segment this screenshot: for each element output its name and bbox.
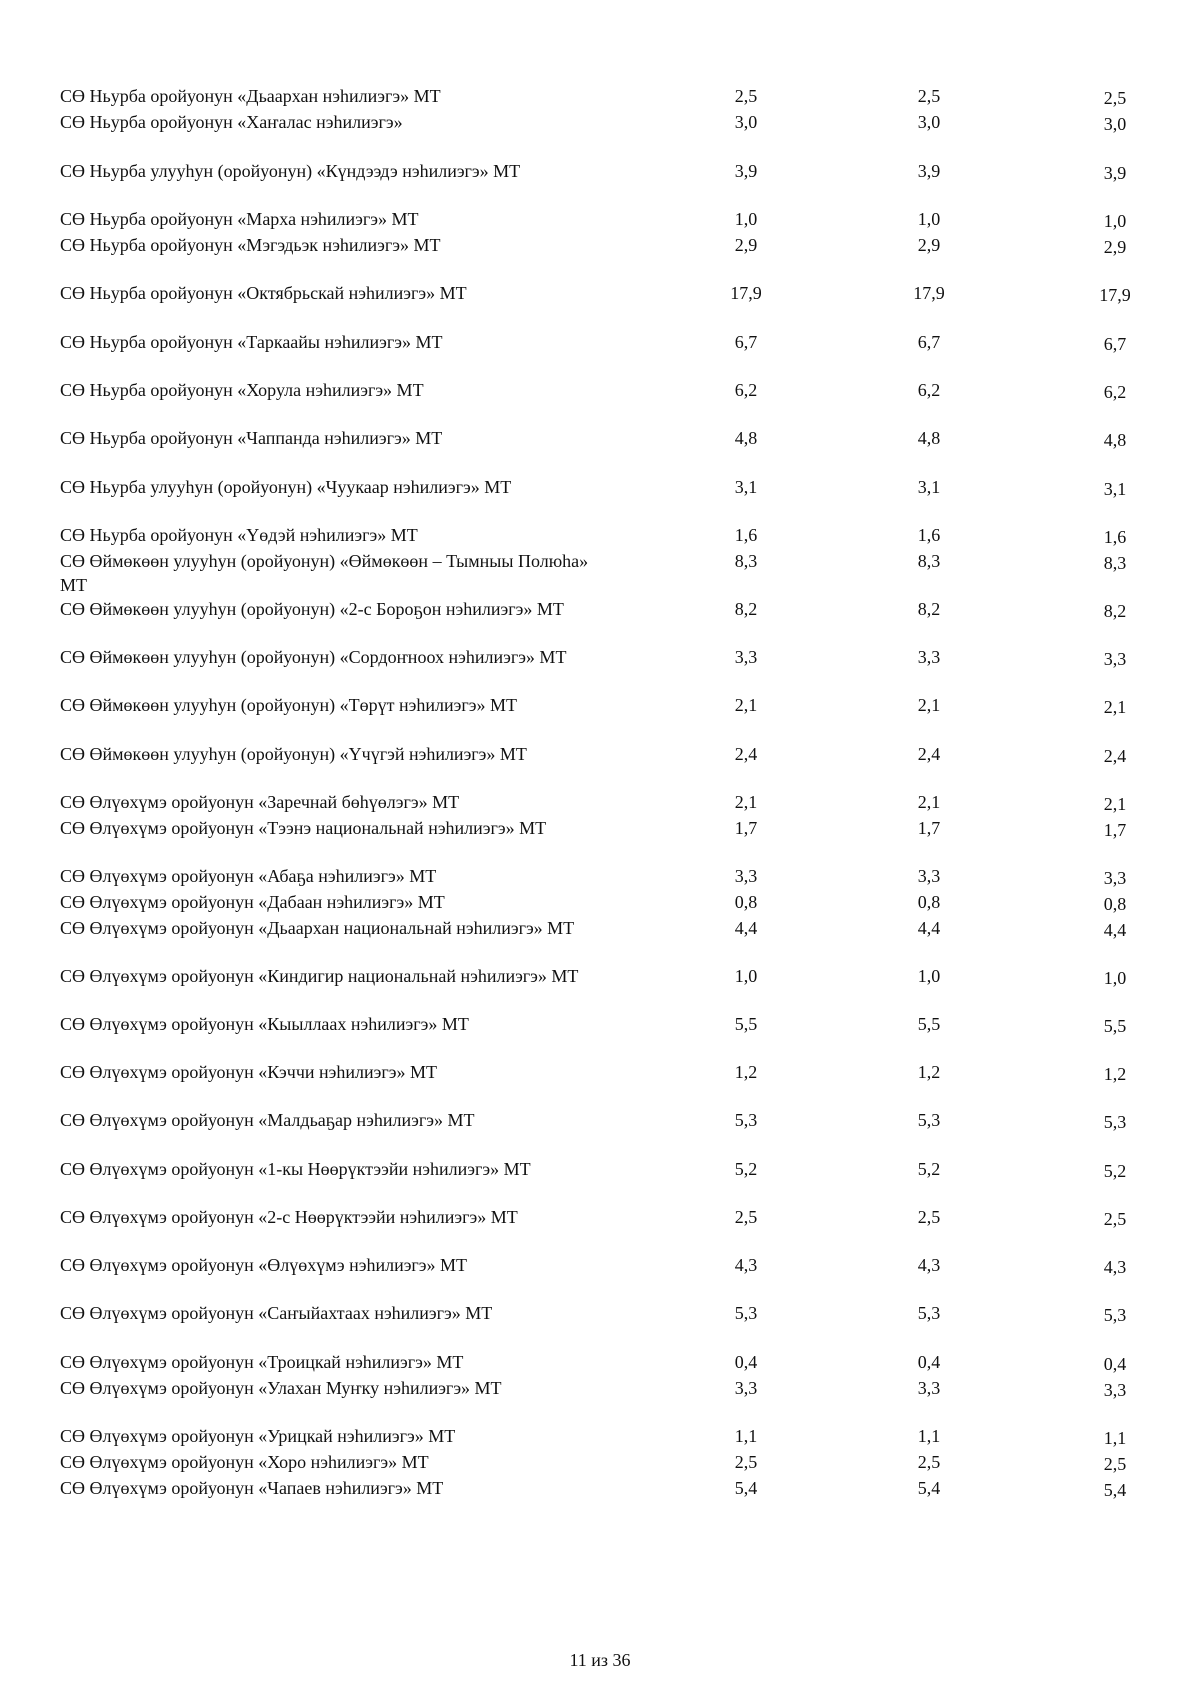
row-value-v3: 3,9 — [1103, 163, 1127, 183]
row-value-v1: 5,3 — [734, 1110, 758, 1130]
row-value-v2: 2,5 — [917, 1452, 941, 1472]
row-value-v2: 5,3 — [917, 1303, 941, 1323]
row-name: СӨ Өймөкөөн улууһун (оройуонун) «Сордоҥноох нэһилиэгэ» МТ — [60, 647, 567, 667]
row-value-v3: 2,1 — [1103, 794, 1127, 814]
row-value-v2: 1,1 — [917, 1426, 941, 1446]
row-name: СӨ Өлүөхүмэ оройуонун «Урицкай нэһилиэгэ» МТ — [60, 1426, 456, 1446]
row-value-v2: 1,0 — [917, 209, 941, 229]
row-name: СӨ Өймөкөөн улууһун (оройуонун) «Өймөкөөн – Тымныы Полюһа» МТ — [60, 551, 589, 595]
row-value-v3: 4,8 — [1103, 430, 1127, 450]
row-value-v3: 1,2 — [1103, 1064, 1127, 1084]
row-value-v1: 4,3 — [734, 1255, 758, 1275]
page-number: 11 из 36 — [569, 1650, 631, 1670]
row-value-v2: 3,3 — [917, 866, 941, 886]
row-value-v2: 3,0 — [917, 112, 941, 132]
row-value-v3: 3,3 — [1103, 1380, 1127, 1400]
row-value-v3: 1,0 — [1103, 968, 1127, 988]
row-value-v2: 4,4 — [917, 918, 941, 938]
row-name: СӨ Өймөкөөн улууһун (оройуонун) «2-с Бороҕон нэһилиэгэ» МТ — [60, 599, 564, 619]
row-value-v2: 5,3 — [917, 1110, 941, 1130]
row-value-v3: 2,1 — [1103, 697, 1127, 717]
row-value-v3: 2,5 — [1103, 1209, 1127, 1229]
row-value-v2: 3,9 — [917, 161, 941, 181]
row-value-v1: 5,5 — [734, 1014, 758, 1034]
row-value-v3: 3,0 — [1103, 114, 1127, 134]
row-value-v2: 2,1 — [917, 792, 941, 812]
row-value-v2: 3,3 — [917, 647, 941, 667]
row-value-v3: 8,3 — [1103, 553, 1127, 573]
row-value-v2: 2,9 — [917, 235, 941, 255]
row-value-v2: 1,7 — [917, 818, 941, 838]
row-value-v1: 4,4 — [734, 918, 758, 938]
row-value-v1: 6,7 — [734, 332, 758, 352]
row-value-v2: 2,5 — [917, 86, 941, 106]
row-value-v3: 5,3 — [1103, 1112, 1127, 1132]
row-value-v1: 3,3 — [734, 1378, 758, 1398]
row-value-v1: 0,4 — [734, 1352, 758, 1372]
row-name: СӨ Өлүөхүмэ оройуонун «Троицкай нэһилиэгэ» МТ — [60, 1352, 464, 1372]
row-name: СӨ Өлүөхүмэ оройуонун «Малдьаҕар нэһилиэгэ» МТ — [60, 1110, 475, 1130]
row-name: СӨ Өлүөхүмэ оройуонун «Чапаев нэһилиэгэ» МТ — [60, 1478, 444, 1498]
row-name: СӨ Өлүөхүмэ оройуонун «2-с Нөөрүктээйи нэһилиэгэ» МТ — [60, 1207, 518, 1227]
row-value-v3: 5,5 — [1103, 1016, 1127, 1036]
row-value-v2: 0,4 — [917, 1352, 941, 1372]
row-name: СӨ Өлүөхүмэ оройуонун «Дьаархан национальнай нэһилиэгэ» МТ — [60, 918, 575, 938]
row-value-v1: 6,2 — [734, 380, 758, 400]
row-value-v2: 0,8 — [917, 892, 941, 912]
row-value-v1: 8,3 — [734, 551, 758, 571]
row-value-v2: 17,9 — [913, 283, 945, 303]
row-value-v1: 2,1 — [734, 792, 758, 812]
row-name: СӨ Өлүөхүмэ оройуонун «1-кы Нөөрүктээйи нэһилиэгэ» МТ — [60, 1159, 531, 1179]
row-value-v1: 2,5 — [734, 1207, 758, 1227]
row-value-v1: 2,1 — [734, 695, 758, 715]
row-value-v1: 1,1 — [734, 1426, 758, 1446]
row-value-v2: 5,5 — [917, 1014, 941, 1034]
row-name: СӨ Ньурба улууһун (оройуонун) «Чуукаар нэһилиэгэ» МТ — [60, 477, 512, 497]
row-name: СӨ Өлүөхүмэ оройуонун «Абаҕа нэһилиэгэ» МТ — [60, 866, 437, 886]
row-value-v2: 2,5 — [917, 1207, 941, 1227]
row-value-v2: 8,3 — [917, 551, 941, 571]
row-value-v3: 2,9 — [1103, 237, 1127, 257]
row-name: СӨ Ньурба оройуонун «Хаҥалас нэһилиэгэ» — [60, 112, 403, 132]
row-name: СӨ Өлүөхүмэ оройуонун «Дабаан нэһилиэгэ» МТ — [60, 892, 445, 912]
row-name: СӨ Ньурба оройуонун «Октябрьскай нэһилиэгэ» МТ — [60, 283, 467, 303]
row-name: СӨ Ньурба оройуонун «Хорула нэһилиэгэ» МТ — [60, 380, 424, 400]
row-value-v1: 1,0 — [734, 966, 758, 986]
row-value-v3: 4,4 — [1103, 920, 1127, 940]
row-value-v2: 1,6 — [917, 525, 941, 545]
row-value-v2: 6,2 — [917, 380, 941, 400]
row-value-v1: 2,5 — [734, 86, 758, 106]
row-value-v3: 2,5 — [1103, 1454, 1127, 1474]
row-value-v1: 4,8 — [734, 428, 758, 448]
row-value-v1: 17,9 — [730, 283, 762, 303]
row-value-v2: 5,4 — [917, 1478, 941, 1498]
row-value-v1: 2,5 — [734, 1452, 758, 1472]
row-name: СӨ Өлүөхүмэ оройуонун «Улахан Муҥку нэһилиэгэ» МТ — [60, 1378, 502, 1398]
row-value-v3: 1,6 — [1103, 527, 1127, 547]
row-value-v2: 1,2 — [917, 1062, 941, 1082]
row-value-v3: 6,2 — [1103, 382, 1127, 402]
row-name: СӨ Өлүөхүмэ оройуонун «Кэччи нэһилиэгэ» МТ — [60, 1062, 437, 1082]
row-name: СӨ Ньурба оройуонун «Үөдэй нэһилиэгэ» МТ — [60, 525, 418, 545]
row-value-v1: 2,9 — [734, 235, 758, 255]
row-name: СӨ Өлүөхүмэ оройуонун «Киндигир национальнай нэһилиэгэ» МТ — [60, 966, 579, 986]
row-value-v3: 5,4 — [1103, 1480, 1127, 1500]
row-name: СӨ Ньурба оройуонун «Дьаархан нэһилиэгэ» МТ — [60, 86, 441, 106]
row-value-v1: 3,3 — [734, 866, 758, 886]
row-name: СӨ Ньурба улууһун (оройуонун) «Күндээдэ нэһилиэгэ» МТ — [60, 161, 521, 181]
row-value-v2: 2,1 — [917, 695, 941, 715]
row-value-v1: 8,2 — [734, 599, 758, 619]
row-value-v1: 5,3 — [734, 1303, 758, 1323]
row-name: СӨ Өлүөхүмэ оройуонун «Тээнэ национальнай нэһилиэгэ» МТ — [60, 818, 547, 838]
row-name: СӨ Ньурба оройуонун «Таркаайы нэһилиэгэ» МТ — [60, 332, 443, 352]
row-value-v2: 3,1 — [917, 477, 941, 497]
row-value-v2: 6,7 — [917, 332, 941, 352]
row-value-v3: 3,3 — [1103, 649, 1127, 669]
row-value-v3: 4,3 — [1103, 1257, 1127, 1277]
row-value-v1: 3,9 — [734, 161, 758, 181]
row-value-v3: 3,1 — [1103, 479, 1127, 499]
row-value-v2: 8,2 — [917, 599, 941, 619]
row-value-v3: 1,7 — [1103, 820, 1127, 840]
row-value-v3: 2,5 — [1103, 88, 1127, 108]
row-value-v3: 6,7 — [1103, 334, 1127, 354]
row-value-v2: 2,4 — [917, 744, 941, 764]
row-value-v2: 5,2 — [917, 1159, 941, 1179]
row-value-v3: 8,2 — [1103, 601, 1127, 621]
row-name: СӨ Ньурба оройуонун «Марха нэһилиэгэ» МТ — [60, 209, 419, 229]
row-value-v2: 4,8 — [917, 428, 941, 448]
row-value-v1: 1,0 — [734, 209, 758, 229]
row-value-v2: 3,3 — [917, 1378, 941, 1398]
row-value-v1: 5,4 — [734, 1478, 758, 1498]
row-value-v2: 4,3 — [917, 1255, 941, 1275]
row-name: СӨ Ньурба оройуонун «Чаппанда нэһилиэгэ» МТ — [60, 428, 443, 448]
row-value-v1: 0,8 — [734, 892, 758, 912]
row-name: СӨ Өймөкөөн улууһун (оройуонун) «Үчүгэй нэһилиэгэ» МТ — [60, 744, 527, 764]
row-name: СӨ Өлүөхүмэ оройуонун «Өлүөхүмэ нэһилиэгэ» МТ — [60, 1255, 468, 1275]
row-value-v3: 3,3 — [1103, 868, 1127, 888]
row-value-v3: 17,9 — [1099, 285, 1131, 305]
row-name: СӨ Өймөкөөн улууһун (оройуонун) «Төрүт нэһилиэгэ» МТ — [60, 695, 517, 715]
row-value-v1: 2,4 — [734, 744, 758, 764]
row-name: СӨ Ньурба оройуонун «Мэгэдьэк нэһилиэгэ» МТ — [60, 235, 441, 255]
row-value-v3: 2,4 — [1103, 746, 1127, 766]
row-value-v3: 1,0 — [1103, 211, 1127, 231]
row-value-v1: 3,1 — [734, 477, 758, 497]
row-name: СӨ Өлүөхүмэ оройуонун «Саҥыйахтаах нэһилиэгэ» МТ — [60, 1303, 493, 1323]
row-value-v1: 5,2 — [734, 1159, 758, 1179]
row-value-v3: 0,8 — [1103, 894, 1127, 914]
row-value-v1: 1,2 — [734, 1062, 758, 1082]
row-name: СӨ Өлүөхүмэ оройуонун «Заречнай бөһүөлэгэ» МТ — [60, 792, 460, 812]
row-value-v1: 1,7 — [734, 818, 758, 838]
row-value-v3: 0,4 — [1103, 1354, 1127, 1374]
row-value-v3: 5,2 — [1103, 1161, 1127, 1181]
row-value-v2: 1,0 — [917, 966, 941, 986]
row-value-v1: 3,0 — [734, 112, 758, 132]
row-value-v3: 1,1 — [1103, 1428, 1127, 1448]
row-value-v1: 1,6 — [734, 525, 758, 545]
row-name: СӨ Өлүөхүмэ оройуонун «Кыыллаах нэһилиэгэ» МТ — [60, 1014, 469, 1034]
row-value-v1: 3,3 — [734, 647, 758, 667]
row-value-v3: 5,3 — [1103, 1305, 1127, 1325]
row-name: СӨ Өлүөхүмэ оройуонун «Хоро нэһилиэгэ» МТ — [60, 1452, 429, 1472]
